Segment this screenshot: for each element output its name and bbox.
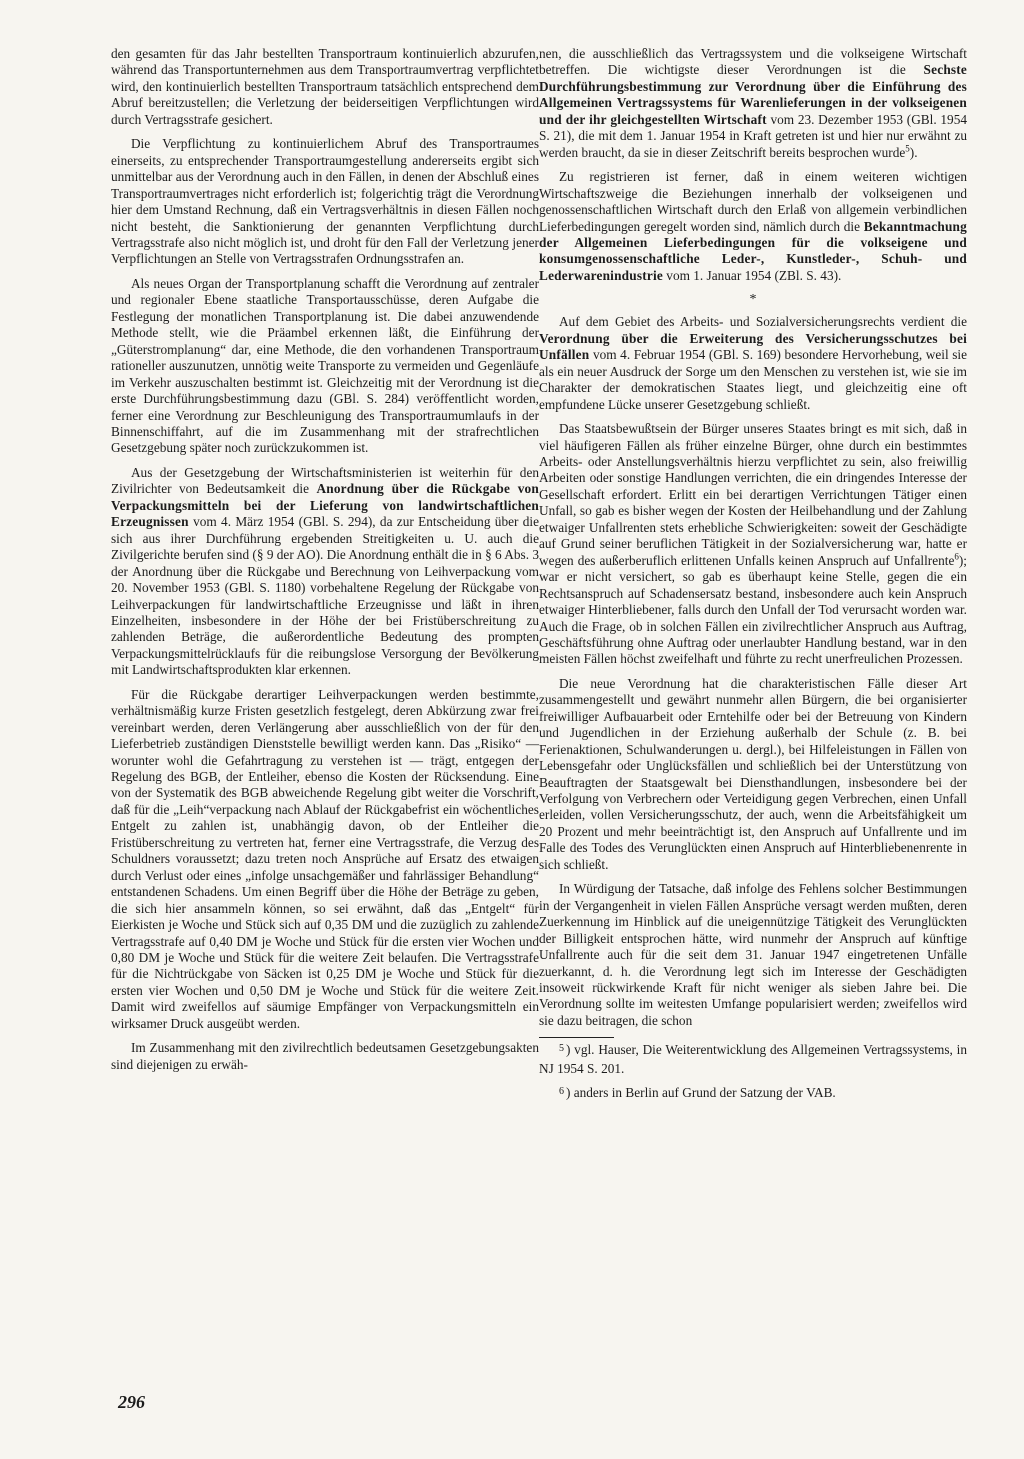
bold-title: Verordnung über die Erweiterung des Versicherungsschutzes bei Unfällen	[539, 330, 967, 363]
paragraph: Für die Rückgabe derartiger Leihverpackungen werden bestimmte, verhältnismäßig kurze Fristen gesetzlich festgelegt, deren Abkürzung zwar frei vereinbart werden, deren Verlängerung aber ausschließlich von der für den Lieferbetrieb zuständigen Dienststelle bewilligt werden kann. Das „Risiko“ — worunter wohl die Gefahrtragung zu verstehen ist — trägt, entgegen der Regelung des BGB, der Entleiher, ebenso die Kosten der Rücksendung. Eine von der Systematik des BGB abweichende Regelung gibt weiter die Vorschrift, daß für die „Leih“verpackung nach Ablauf der Rückgabefrist ein wöchentliches Entgelt zu zahlen ist, unabhängig davon, ob der Entleiher die Fristüberschreitung zu vertreten hat, ferner eine Vertragsstrafe, die Verzug des Schuldners voraussetzt; dazu treten noch Ansprüche auf Ersatz des etwaigen durch Verlust oder eines „infolge unsachgemäßer und fahrlässiger Behandlung“ entstandenen Schadens. Um einen Begriff über die Höhe der Beträge zu geben, die sich hier ansammeln können, so sei erwähnt, daß das „Entgelt“ für Eierkisten je Woche und Stück sich auf 0,35 DM und die zuzüglich zu zahlende Vertragsstrafe auf 0,40 DM je Woche und Stück für die ersten vier Wochen und 0,80 DM je Woche und Stück für die weitere Zeit belaufen. Die Vertragsstrafe für die Nichtrückgabe von Säcken ist 0,25 DM je Woche und Stück für die ersten vier Wochen und 0,50 DM je Woche und Stück für die weitere Zeit. Damit wird zweifellos auf säumige Empfänger von Verpackungsmitteln ein wirksamer Druck ausgeübt werden.	[111, 686, 539, 1031]
paragraph	[539, 314, 967, 413]
text-run: vom 1. Januar 1954 (ZBl. S. 43).	[666, 267, 842, 283]
text-run: nen, die ausschließlich das Vertragssystem und die volkseigene Wirtschaft betreffen. Die wichtigste dieser Verordnungen ist die	[539, 46, 967, 78]
right-column	[539, 46, 967, 1112]
bold-title: Bekanntmachung der Allgemeinen Lieferbedingungen für die volkseigene und konsumgenossenschaftliche Leder-, Kunstleder-, Schuh- und Lederwarenindustrie	[539, 218, 967, 283]
footnote-text: ) vgl. Hauser, Die Weiterentwicklung des Allgemeinen Vertragssystems, in NJ 1954 S. 201.	[539, 1042, 967, 1076]
paragraph: Die neue Verordnung hat die charakteristischen Fälle dieser Art zusammengestellt und gewährt nunmehr allen Bürgern, die bei organisierter freiwilliger Aufbauarbeit oder Erntehilfe oder bei der Betreuung von Kindern und Jugendlichen in der Erziehung außerhalb der Schule (z. B. bei Ferienaktionen, Schulwanderungen u. dergl.), bei Hilfeleistungen in Fällen von Lebensgefahr oder Unglücksfällen und schließlich bei der Unterstützung von Beauftragten der Staatsgewalt bei Diensthandlungen, insbesondere bei der Verfolgung von Verbrechern oder Verteidigung gegen Verbrechen, einen Unfall erleiden, vollen Versicherungsschutz, der auch, wenn die Arbeitsfähigkeit um 20 Prozent und mehr beeinträchtigt ist, den Anspruch auf Unfallrente und im Falle des Todes des Verunglückten einen Anspruch auf Hinterbliebenenrente in sich schließt.	[539, 675, 967, 872]
footnote-ref: 6	[954, 551, 959, 562]
paragraph: den gesamten für das Jahr bestellten Transportraum kontinuierlich abzurufen, während das Transportunternehmen aus dem Transportraumvertrag verpflichtet wird, den kontinuierlich bestellten Transportraum tatsächlich entsprechend dem Abruf bereitzustellen; die Verletzung der beiderseitigen Verpflichtungen wird durch Vertragsstrafe gesichert.	[111, 46, 539, 127]
bold-title: Anordnung über die Rückgabe von Verpackungsmitteln bei der Lieferung von landwirtschaftlichen Erzeugnissen	[111, 481, 540, 530]
bold-title: Sechste Durchführungsbestimmung zur Verordnung über die Einführung des Allgemeinen Vertragssystems für Warenlieferungen in der volkseigenen und der ihr gleichgestellten Wirtschaft	[539, 62, 968, 127]
paragraph	[539, 46, 967, 161]
paragraph	[539, 169, 967, 284]
paragraph: In Würdigung der Tatsache, daß infolge des Fehlens solcher Bestimmungen in der Vergangenheit in vielen Fällen Ansprüche versagt werden mußten, deren Zuerkennung im Hinblick auf die uneigennützige Tätigkeit des Verunglückten der Billigkeit entsprochen hätte, wird nunmehr der Anspruch auf künftige Unfallrente auch für die seit dem 31. Januar 1947 eingetretenen Unfälle zuerkannt, d. h. die Verordnung legt sich im Interesse der Geschädigten insoweit rückwirkende Kraft für nicht weniger als sieben Jahre bei. Die Verordnung sollte im weitesten Umfange popularisiert werden; zweifellos wird sie dazu beitragen, die schon	[539, 881, 967, 1028]
text-run: Das Staatsbewußtsein der Bürger unseres Staates bringt es mit sich, daß in viel häufigeren Fällen als früher einzelne Bürger, ohne durch ein bestimmtes Arbeits- oder Anstellungsverhältnis hierzu verpflichtet zu sein, also freiwillig Arbeiten oder sonstige Handlungen verrichten, die ein dringendes Interesse der Gesellschaft erfordert. Erlitt ein bei derartigen Verrichtungen Tätiger einen Unfall, so gab es bisher wegen der Kosten der Heilbehandlung und der Zahlung etwaiger Unfallrenten stets erhebliche Schwierigkeiten: soweit der Geschädigte auf Grund seiner beruflichen Tätigkeit in der Sozialversicherung war, hatte er wegen des außerberuflich erlittenen Unfalls keinen Anspruch auf Unfallrente	[539, 421, 967, 568]
text-run: Zu registrieren ist ferner, daß in einem weiteren wichtigen Wirtschaftszweige die Beziehungen innerhalb der volkseigenen und genossenschaftlichen Wirtschaft durch den Erlaß von allgemein verbindlichen Lieferbedingungen geregelt worden sind, nämlich durch die	[539, 169, 967, 234]
text-run: ); war er nicht versichert, so gab es überhaupt keine Stelle, gegen die ein Rechtsanspruch auf Schadensersatz bestand, insbesondere auch kein Anspruch etwaiger Hinterbliebener, falls durch den Unfall der Tod verursacht worden war. Auch die Frage, ob in solchen Fällen ein zivilrechtlicher Anspruch aus Auftrag, Geschäftsführung ohne Auftrag oder unerlaubter Handlung bestand, war in den meisten Fällen höchst zweifelhaft und führte zu recht unerfreulichen Prozessen.	[539, 552, 967, 667]
text-run: Auf dem Gebiet des Arbeits- und Sozialversicherungsrechts verdient die	[558, 314, 967, 330]
paragraph	[539, 421, 967, 668]
text-run: vom 4. Februar 1954 (GBl. S. 169) besondere Hervorhebung, weil sie als ein neuer Ausdruck der Sorge um den Menschen zu verstehen ist, wie sie im Charakter der demokratischen Staates liegt, und gleichzeitig eine oft empfundene Lücke unserer Gesetzgebung schließt.	[539, 347, 967, 412]
paragraph: Als neues Organ der Transportplanung schafft die Verordnung auf zentraler und regionaler Ebene staatliche Transportausschüsse, deren Aufgabe die Festlegung der monatlichen Transportplanung ist. Die dabei anzuwendende Methode stellt, wie die Präambel erkennen läßt, die Einführung der „Güterstromplanung“ dar, eine Methode, die den vorhandenen Transportraum rationeller auszunutzen, unnötig weite Transporte zu vermeiden und Gegenläufe im Verkehr auszuschalten bestimmt ist. Gleichzeitig mit der Verordnung ist die erste Durchführungsbestimmung dazu (GBl. S. 284) veröffentlicht worden, ferner eine Verordnung zur Beschleunigung des Transportraumumlaufs in der Binnenschiffahrt, auf die im Zusammenhang mit der strafrechtlichen Gesetzgebung später noch zurückzukommen ist.	[111, 275, 539, 456]
text-run: Aus der Gesetzgebung der Wirtschaftsministerien ist weiterhin für den Zivilrichter von Bedeutsamkeit die	[111, 464, 539, 497]
footnote-label: 5	[558, 1043, 564, 1055]
footnote-ref: 5	[905, 143, 910, 154]
paragraph: Im Zusammenhang mit den zivilrechtlich bedeutsamen Gesetzgebungsakten sind diejenigen zu erwäh-	[111, 1040, 539, 1072]
left-column	[111, 46, 539, 1081]
text-run: vom 4. März 1954 (GBl. S. 294), da zur Entscheidung über die sich aus ihrer Durchführung ergebenden Streitigkeiten u. U. auch die Zivilgerichte berufen sind (§ 9 der AO). Die Anordnung enthält die in § 6 Abs. 3 der Anordnung über die Rückgabe und Berechnung von Leihverpackung vom 20. November 1953 (GBl. S. 1180) vorbehaltene Regelung der Rückgabe von Leihverpackungen für landwirtschaftliche Erzeugnisse und läßt in ihren Einzelheiten, insbesondere in der Höhe der bei Fristüberschreitung zu zahlenden Beträge, die außerordentliche Bedeutung des prompten Verpackungsmittelrücklaufs für die reibungslose Versorgung der Bevölkerung mit Landwirtschaftsprodukten klar erkennen.	[111, 514, 539, 678]
footnote-label: 6	[558, 1086, 564, 1098]
paragraph	[111, 465, 539, 679]
page-number: 296	[118, 1392, 145, 1412]
footnote	[539, 1042, 967, 1077]
text-run: ).	[909, 144, 918, 160]
section-separator: *	[749, 292, 757, 308]
footnote	[539, 1085, 967, 1103]
paragraph: Die Verpflichtung zu kontinuierlichem Abruf des Transportraumes einerseits, zu entsprechender Transportraumgestellung andererseits ergibt sich unmittelbar aus der Verordnung auch in den Fällen, in denen der Abschluß eines Transportraumvertrages nicht erforderlich ist; folgerichtig trägt die Verordnung hier dem Umstand Rechnung, daß ein Vertragsverhältnis in diesen Fällen noch nicht besteht, die Sanktionierung der genannten Verpflichtung durch Vertragsstrafe also nicht möglich ist, und droht für den Fall der Verletzung jener Verpflichtungen an Stelle von Vertragsstrafen Ordnungsstrafen an.	[111, 136, 539, 267]
text-run: vom 23. Dezember 1953 (GBl. 1954 S. 21), die mit dem 1. Januar 1954 in Kraft getreten ist und hier nur erwähnt zu werden braucht, da sie in dieser Zeitschrift bereits besprochen wurde	[539, 111, 967, 160]
footnote-text: ) anders in Berlin auf Grund der Satzung der VAB.	[565, 1085, 836, 1101]
